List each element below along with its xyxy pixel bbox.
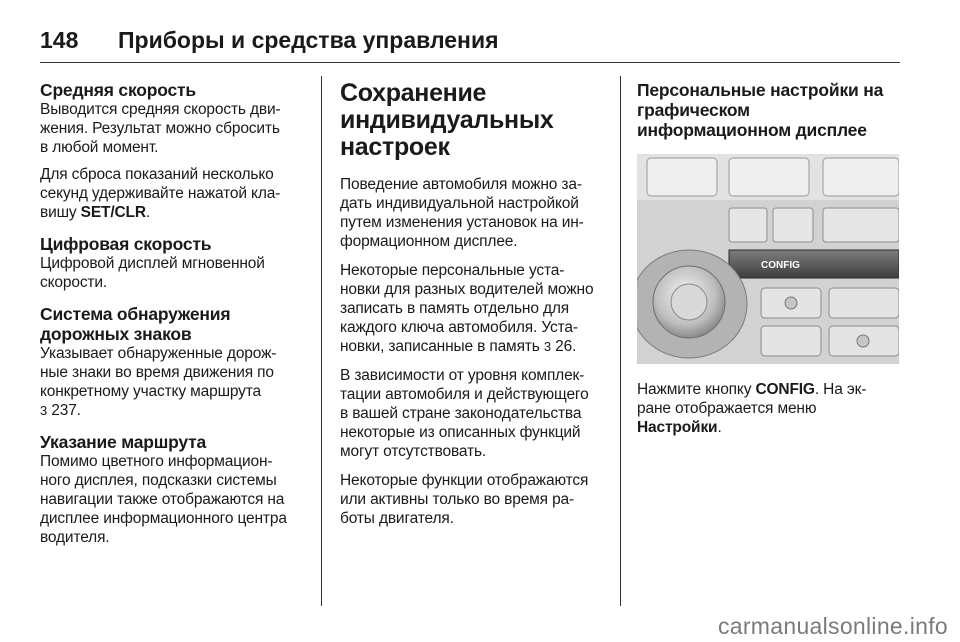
column-divider (620, 76, 621, 606)
section-traffic-sign-detection (40, 304, 302, 420)
paragraph: Помимо цветного информацион- ного дисплея, подсказки системы навигации также отображаются на дисплее информационного центра водителя. (40, 453, 287, 546)
menu-name: Настройки (637, 419, 718, 436)
paragraph-text: Некоторые персональные уста- новки для разных водителей можно записать в память отдельно для каждого ключа автомобиля. Уста- новки, записанные в память (340, 262, 594, 355)
paragraph: Цифровой дисплей мгновенной скорости. (40, 255, 265, 291)
section-heading: Указание маршрута (40, 432, 207, 452)
paragraph: Выводится средняя скорость дви- жения. Результат можно сбросить в любой момент. (40, 101, 281, 156)
column-divider (321, 76, 322, 606)
paragraph: В зависимости от уровня комплек- тации автомобиля и действующего в вашей стране законодательства некоторые из описанных функций могут отсутствовать. (340, 367, 589, 460)
key-name: SET/CLR (80, 204, 146, 221)
paragraph (40, 165, 302, 222)
paragraph-text: Указывает обнаруженные дорож- ные знаки во время движения по конкретному участку маршрута (40, 345, 277, 400)
header-divider (40, 62, 900, 63)
chapter-heading: Сохранение индивидуальных настроек (340, 79, 554, 161)
page-reference-icon: 3 (40, 403, 48, 418)
paragraph-text: Для сброса показаний несколько секунд удерживайте нажатой кла- вишу (40, 166, 281, 221)
page-header (40, 10, 900, 54)
page-title: Приборы и средства управления (118, 27, 499, 53)
control-panel-photo (637, 154, 899, 364)
config-button-label: CONFIG (761, 260, 800, 271)
paragraph-text: . На эк- ране отображается меню (637, 381, 867, 417)
punctuation: . (145, 204, 151, 221)
section-route-guidance (40, 432, 302, 547)
section-heading: Цифровая скорость (40, 234, 212, 254)
punctuation: . (717, 419, 722, 436)
section-average-speed (40, 80, 302, 222)
column-left (40, 80, 302, 559)
column-middle (340, 80, 604, 538)
paragraph (40, 344, 302, 420)
page-reference-icon: 3 (543, 339, 551, 354)
section-heading: Система обнаружения дорожных знаков (40, 304, 231, 344)
paragraph: Некоторые функции отображаются или активны только во время ра- боты двигателя. (340, 472, 589, 527)
page-reference[interactable]: 237. (51, 402, 81, 419)
control-panel-illustration (637, 154, 899, 364)
page-reference[interactable]: 26. (555, 338, 577, 355)
section-heading: Персональные настройки на графическом информационном дисплее (637, 80, 884, 140)
paragraph (637, 380, 901, 437)
section-digital-speed (40, 234, 302, 292)
section-heading: Средняя скорость (40, 80, 196, 100)
paragraph: Поведение автомобиля можно за- дать индивидуальной настройкой путем изменения установок на ин- формационном дисплее. (340, 176, 584, 250)
key-name: CONFIG (755, 381, 815, 398)
watermark: carmanualsonline.info (717, 613, 948, 639)
page-number: 148 (40, 27, 79, 53)
paragraph-text: Нажмите кнопку (637, 381, 756, 398)
column-right (637, 80, 901, 447)
paragraph (340, 261, 604, 356)
